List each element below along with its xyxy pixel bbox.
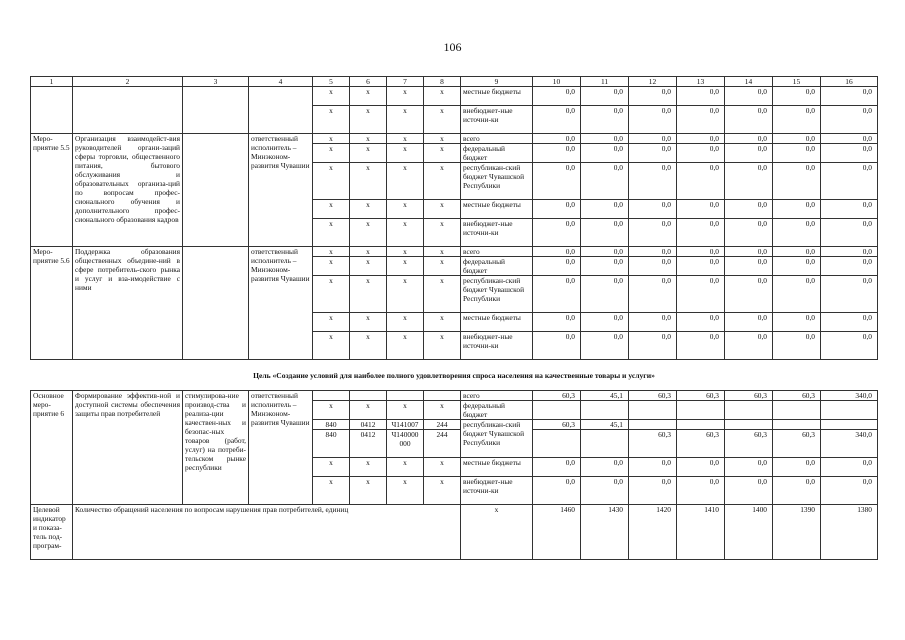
value-cell: 0,0 [581,200,629,219]
value-cell: 0,0 [677,134,725,144]
funding-source: местные бюджеты [461,458,533,477]
code-cell: x [313,401,350,420]
value-cell: 0,0 [629,257,677,276]
value-cell: 0,0 [773,257,821,276]
code-cell: x [424,106,461,134]
indicator-value: 1380 [821,505,878,560]
code-cell: x [350,163,387,200]
value-cell: 0,0 [773,276,821,313]
value-cell: 0,0 [677,144,725,163]
table-row [31,77,878,87]
value-cell: 0,0 [725,87,773,106]
value-cell: 0,0 [821,106,878,134]
funding-source: республикан-ский бюджет Чувашской Республики [461,163,533,200]
funding-source: внебюджет-ные источни-ки [461,477,533,505]
code-cell: x [350,257,387,276]
code-cell: x [387,332,424,360]
code-cell: x [350,219,387,247]
value-cell: 0,0 [581,106,629,134]
column-header: 1 [31,77,73,87]
value-cell: 0,0 [533,106,581,134]
funding-source: федеральный бюджет [461,257,533,276]
value-cell: 0,0 [533,163,581,200]
column-header: 5 [313,77,350,87]
value-cell: 0,0 [773,200,821,219]
value-cell: 0,0 [581,477,629,505]
value-cell: 0,0 [821,247,878,257]
code-cell: x [387,257,424,276]
value-cell: 60,3 [629,391,677,401]
code-cell: x [350,276,387,313]
funding-source: внебюджет-ные источни-ки [461,106,533,134]
value-cell: 0,0 [773,219,821,247]
value-cell: 0,0 [725,332,773,360]
value-cell: 0,0 [677,87,725,106]
value-cell: 0,0 [677,106,725,134]
column-header: 13 [677,77,725,87]
value-cell: 60,3 [677,430,725,458]
value-cell: 0,0 [629,200,677,219]
code-cell: x [424,163,461,200]
page-number: 106 [443,40,462,54]
funding-source: всего [461,391,533,401]
value-cell: 0,0 [725,313,773,332]
code-cell: x [387,247,424,257]
indicator-value: 1430 [581,505,629,560]
value-cell: 0,0 [533,247,581,257]
value-cell: 0,0 [677,200,725,219]
value-cell: 340,0 [821,430,878,458]
code-cell: 840 [313,430,350,458]
value-cell: 0,0 [773,163,821,200]
value-cell: 0,0 [533,134,581,144]
funding-source: местные бюджеты [461,200,533,219]
value-cell: 0,0 [725,257,773,276]
indicator-code: x [461,505,533,560]
value-cell: 0,0 [629,276,677,313]
measure-description: Формирование эффектив-ной и доступной системы обеспечения защиты прав потребителей [73,391,183,505]
value-cell: 0,0 [677,276,725,313]
value-cell: 0,0 [821,87,878,106]
value-cell: 0,0 [773,477,821,505]
value-cell: 0,0 [725,247,773,257]
funding-source: всего [461,247,533,257]
value-cell [677,401,725,420]
code-cell: x [387,276,424,313]
value-cell: 0,0 [821,219,878,247]
value-cell [821,420,878,430]
code-cell: x [350,477,387,505]
responsible-executor: ответственный исполнитель – Минэконом-развития Чувашии [249,391,313,505]
value-cell: 0,0 [773,458,821,477]
code-cell: x [350,200,387,219]
code-cell: x [313,106,350,134]
code-cell: Ч140000 000 [387,430,424,458]
value-cell: 0,0 [773,106,821,134]
empty-cell [183,247,249,360]
code-cell: x [350,313,387,332]
value-cell: 0,0 [533,257,581,276]
value-cell: 0,0 [821,200,878,219]
code-cell: 0412 [350,430,387,458]
value-cell: 0,0 [581,144,629,163]
code-cell: x [424,276,461,313]
value-cell: 0,0 [725,458,773,477]
column-header: 6 [350,77,387,87]
code-cell: x [387,144,424,163]
code-cell: x [313,458,350,477]
value-cell: 0,0 [677,257,725,276]
table-row [31,391,878,401]
code-cell: x [424,458,461,477]
funding-source: внебюджет-ные источни-ки [461,332,533,360]
value-cell: 45,1 [581,420,629,430]
value-cell: 0,0 [533,332,581,360]
code-cell [313,391,350,401]
goal-title: Цель «Создание условий для наиболее полного удовлетворения спроса населения на качественные товары и услуги» [31,360,878,391]
code-cell: x [313,332,350,360]
code-cell: x [387,200,424,219]
indicator-value: 1390 [773,505,821,560]
indicator-description: Количество обращений населения по вопросам нарушения прав потребителей, единиц [73,505,461,560]
funding-source: всего [461,134,533,144]
funding-source: федеральный бюджет [461,401,533,420]
value-cell: 0,0 [821,313,878,332]
code-cell: x [424,313,461,332]
code-cell: x [424,477,461,505]
code-cell: x [313,163,350,200]
value-cell: 0,0 [581,313,629,332]
value-cell: 0,0 [629,163,677,200]
value-cell [533,430,581,458]
empty-cell [183,87,249,134]
value-cell [821,401,878,420]
value-cell: 0,0 [629,313,677,332]
value-cell: 0,0 [821,257,878,276]
value-cell: 60,3 [725,391,773,401]
value-cell: 0,0 [677,458,725,477]
value-cell: 60,3 [773,430,821,458]
code-cell: x [424,144,461,163]
value-cell: 45,1 [581,391,629,401]
code-cell: x [387,106,424,134]
value-cell: 0,0 [581,257,629,276]
value-cell [677,420,725,430]
value-cell: 0,0 [725,144,773,163]
value-cell: 0,0 [581,163,629,200]
value-cell: 0,0 [629,87,677,106]
budget-table [30,76,878,560]
code-cell: x [424,87,461,106]
code-cell: 244 [424,420,461,430]
empty-cell [249,87,313,134]
code-cell [387,391,424,401]
value-cell: 0,0 [821,332,878,360]
value-cell: 0,0 [677,219,725,247]
measure-name: Меро-приятие 5.5 [31,134,73,247]
value-cell: 0,0 [629,247,677,257]
column-header: 11 [581,77,629,87]
column-header: 4 [249,77,313,87]
code-cell: x [387,313,424,332]
code-cell: x [313,313,350,332]
value-cell: 0,0 [533,200,581,219]
value-cell: 60,3 [533,391,581,401]
value-cell: 0,0 [773,87,821,106]
code-cell: x [424,401,461,420]
code-cell: x [313,257,350,276]
empty-cell [31,87,73,134]
funding-source: внебюджет-ные источни-ки [461,219,533,247]
value-cell [629,401,677,420]
value-cell: 60,3 [629,430,677,458]
value-cell: 0,0 [773,313,821,332]
value-cell: 0,0 [581,332,629,360]
value-cell: 0,0 [581,219,629,247]
code-cell: x [313,276,350,313]
empty-cell [183,134,249,247]
value-cell: 0,0 [821,144,878,163]
funding-source: местные бюджеты [461,313,533,332]
code-cell: x [313,247,350,257]
code-cell: x [424,247,461,257]
value-cell [725,420,773,430]
value-cell [581,401,629,420]
value-cell: 0,0 [581,134,629,144]
column-header: 10 [533,77,581,87]
indicator-value: 1460 [533,505,581,560]
value-cell: 0,0 [629,219,677,247]
column-header: 12 [629,77,677,87]
code-cell: 840 [313,420,350,430]
code-cell: x [387,87,424,106]
value-cell: 0,0 [533,276,581,313]
value-cell: 60,3 [533,420,581,430]
code-cell: x [387,134,424,144]
value-cell: 0,0 [677,332,725,360]
value-cell: 0,0 [773,247,821,257]
table-row [31,87,878,106]
value-cell: 0,0 [629,106,677,134]
code-cell: x [424,332,461,360]
value-cell: 0,0 [725,106,773,134]
column-header: 15 [773,77,821,87]
code-cell: x [313,200,350,219]
column-header: 3 [183,77,249,87]
code-cell: x [350,401,387,420]
funding-source: республикан-ский бюджет Чувашской Республики [461,276,533,313]
value-cell: 0,0 [725,134,773,144]
column-header: 14 [725,77,773,87]
value-cell: 0,0 [677,477,725,505]
value-cell [629,420,677,430]
code-cell: x [387,163,424,200]
measure-description: Организация взаимодейст-вия руководителей органи-заций сферы торговли, общественного питания, бытового обслуживания и образовательных организа-ций по вопросам профес-сионального обучения и дополнительного профес-сионального образования кадров [73,134,183,247]
value-cell: 0,0 [629,332,677,360]
code-cell: x [387,477,424,505]
value-cell: 0,0 [725,276,773,313]
value-cell: 0,0 [821,134,878,144]
value-cell: 0,0 [581,87,629,106]
code-cell: x [313,134,350,144]
value-cell: 0,0 [533,219,581,247]
funding-source: республикан-ский бюджет Чувашской Республики [461,420,533,458]
code-cell: x [313,87,350,106]
value-cell: 0,0 [629,477,677,505]
code-cell [350,391,387,401]
value-cell: 0,0 [677,163,725,200]
value-cell: 0,0 [821,458,878,477]
table-row [31,247,878,257]
column-header: 2 [73,77,183,87]
value-cell [773,420,821,430]
value-cell: 0,0 [725,219,773,247]
measure-name: Меро-приятие 5.6 [31,247,73,360]
funding-source: местные бюджеты [461,87,533,106]
value-cell: 60,3 [677,391,725,401]
table-row [31,505,878,560]
code-cell: x [350,332,387,360]
value-cell: 60,3 [725,430,773,458]
code-cell: Ч141007 [387,420,424,430]
value-cell: 0,0 [533,313,581,332]
code-cell: 244 [424,430,461,458]
code-cell: 0412 [350,420,387,430]
value-cell [773,401,821,420]
code-cell: x [424,219,461,247]
value-cell: 0,0 [581,276,629,313]
code-cell: x [424,134,461,144]
empty-cell [73,87,183,134]
column-header: 16 [821,77,878,87]
code-cell: x [387,219,424,247]
code-cell: x [387,401,424,420]
code-cell: x [350,144,387,163]
table-row [31,134,878,144]
indicator-name: Целевой индикатор и показа-тель под-програм- [31,505,73,560]
value-cell: 0,0 [773,144,821,163]
value-cell: 0,0 [629,458,677,477]
value-cell: 0,0 [581,458,629,477]
table-row [31,360,878,391]
column-header: 9 [461,77,533,87]
value-cell: 60,3 [773,391,821,401]
code-cell: x [350,134,387,144]
funding-source: федеральный бюджет [461,144,533,163]
indicator-value: 1400 [725,505,773,560]
value-cell: 0,0 [533,458,581,477]
value-cell: 0,0 [677,247,725,257]
value-cell: 0,0 [821,477,878,505]
code-cell: x [313,477,350,505]
value-cell: 0,0 [725,200,773,219]
measure-name: Основное меро-приятие 6 [31,391,73,505]
responsible-executor: ответственный исполнитель – Минэконом-развития Чувашии [249,247,313,360]
value-cell: 0,0 [773,134,821,144]
value-cell [533,401,581,420]
code-cell: x [350,458,387,477]
value-cell: 0,0 [821,163,878,200]
measure-goal-text: стимулирова-ние производ-ства и реализа-ции качествен-ных и безопас-ных товаров (работ, услуг) на потреби-тельском рынке республики [183,391,249,505]
responsible-executor: ответственный исполнитель – Минэконом-развития Чувашии [249,134,313,247]
code-cell: x [350,106,387,134]
column-header: 8 [424,77,461,87]
measure-description: Поддержка образования общественных объедине-ний в сфере потребитель-ского рынка и услуг и вза-имодействие с ними [73,247,183,360]
value-cell: 0,0 [821,276,878,313]
value-cell: 0,0 [533,144,581,163]
value-cell: 0,0 [725,477,773,505]
value-cell: 0,0 [773,332,821,360]
code-cell: x [424,200,461,219]
code-cell: x [424,257,461,276]
value-cell: 0,0 [581,247,629,257]
value-cell: 0,0 [533,87,581,106]
indicator-value: 1420 [629,505,677,560]
code-cell: x [350,247,387,257]
value-cell [725,401,773,420]
code-cell: x [350,87,387,106]
value-cell: 0,0 [533,477,581,505]
value-cell: 0,0 [629,134,677,144]
value-cell: 0,0 [725,163,773,200]
value-cell: 340,0 [821,391,878,401]
indicator-value: 1410 [677,505,725,560]
code-cell: x [313,144,350,163]
code-cell [424,391,461,401]
value-cell: 0,0 [677,313,725,332]
value-cell [581,430,629,458]
column-header: 7 [387,77,424,87]
code-cell: x [387,458,424,477]
code-cell: x [313,219,350,247]
value-cell: 0,0 [629,144,677,163]
